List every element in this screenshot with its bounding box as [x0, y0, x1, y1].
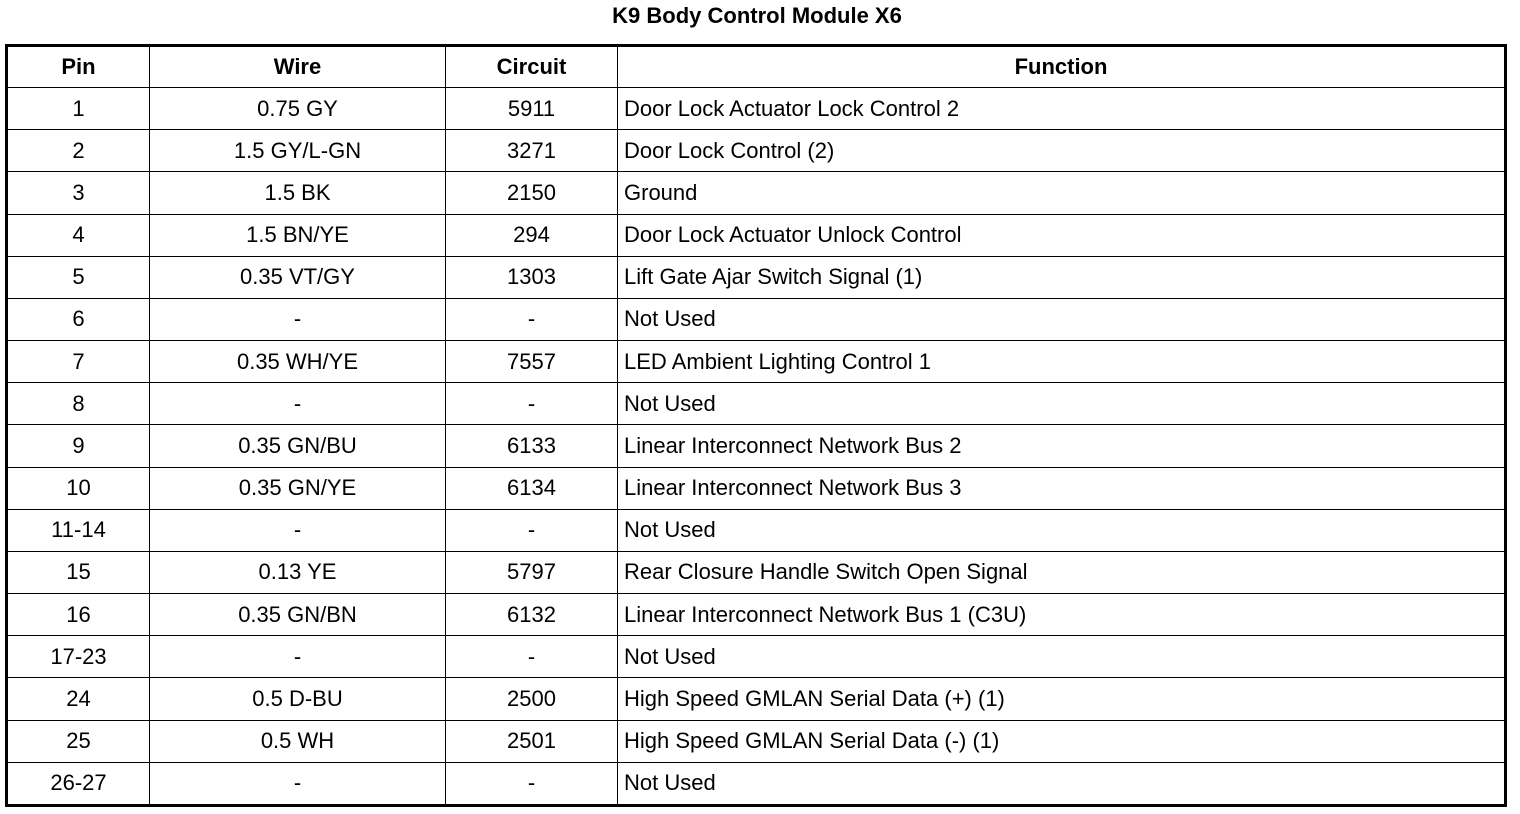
function-cell: Door Lock Actuator Unlock Control: [618, 214, 1506, 256]
circuit-cell: -: [446, 298, 618, 340]
wire-cell: 0.35 GN/BU: [150, 425, 446, 467]
wire-cell: 0.13 YE: [150, 551, 446, 593]
pin-cell: 10: [7, 467, 150, 509]
pin-cell: 11-14: [7, 509, 150, 551]
pin-cell: 6: [7, 298, 150, 340]
pin-cell: 15: [7, 551, 150, 593]
wire-cell: 0.5 WH: [150, 720, 446, 762]
table-row: [7, 214, 1506, 256]
circuit-cell: -: [446, 383, 618, 425]
wire-cell: 1.5 BN/YE: [150, 214, 446, 256]
table-row: [7, 172, 1506, 214]
function-cell: High Speed GMLAN Serial Data (-) (1): [618, 720, 1506, 762]
table-row: [7, 425, 1506, 467]
circuit-cell: -: [446, 509, 618, 551]
circuit-cell: 6132: [446, 594, 618, 636]
function-cell: Linear Interconnect Network Bus 1 (C3U): [618, 594, 1506, 636]
circuit-cell: -: [446, 762, 618, 805]
table-row: [7, 467, 1506, 509]
circuit-cell: 3271: [446, 130, 618, 172]
function-cell: Linear Interconnect Network Bus 2: [618, 425, 1506, 467]
circuit-cell: 2150: [446, 172, 618, 214]
table-row: [7, 341, 1506, 383]
function-cell: Not Used: [618, 383, 1506, 425]
pin-cell: 25: [7, 720, 150, 762]
circuit-cell: 6134: [446, 467, 618, 509]
table-row: [7, 88, 1506, 130]
function-cell: Not Used: [618, 509, 1506, 551]
function-cell: LED Ambient Lighting Control 1: [618, 341, 1506, 383]
circuit-cell: 2500: [446, 678, 618, 720]
circuit-cell: 6133: [446, 425, 618, 467]
table-row: [7, 383, 1506, 425]
pin-cell: 7: [7, 341, 150, 383]
circuit-cell: 1303: [446, 256, 618, 298]
wire-cell: 1.5 BK: [150, 172, 446, 214]
wire-cell: 0.35 GN/BN: [150, 594, 446, 636]
pin-cell: 4: [7, 214, 150, 256]
function-cell: Ground: [618, 172, 1506, 214]
circuit-cell: 5797: [446, 551, 618, 593]
column-header-pin: Pin: [7, 46, 150, 88]
circuit-cell: 2501: [446, 720, 618, 762]
wire-cell: 0.75 GY: [150, 88, 446, 130]
connector-pinout-table: [5, 44, 1507, 807]
wire-cell: -: [150, 298, 446, 340]
wire-cell: 0.35 VT/GY: [150, 256, 446, 298]
pin-cell: 9: [7, 425, 150, 467]
wire-cell: 1.5 GY/L-GN: [150, 130, 446, 172]
table-row: [7, 678, 1506, 720]
pin-cell: 26-27: [7, 762, 150, 805]
function-cell: Rear Closure Handle Switch Open Signal: [618, 551, 1506, 593]
function-cell: High Speed GMLAN Serial Data (+) (1): [618, 678, 1506, 720]
circuit-cell: 294: [446, 214, 618, 256]
pin-cell: 8: [7, 383, 150, 425]
function-cell: Door Lock Actuator Lock Control 2: [618, 88, 1506, 130]
column-header-wire: Wire: [150, 46, 446, 88]
function-cell: Lift Gate Ajar Switch Signal (1): [618, 256, 1506, 298]
table-row: [7, 762, 1506, 805]
function-cell: Not Used: [618, 298, 1506, 340]
wire-cell: 0.35 WH/YE: [150, 341, 446, 383]
function-cell: Not Used: [618, 636, 1506, 678]
function-cell: Not Used: [618, 762, 1506, 805]
page-title: K9 Body Control Module X6: [612, 3, 902, 28]
circuit-cell: 5911: [446, 88, 618, 130]
table-row: [7, 298, 1506, 340]
wire-cell: 0.5 D-BU: [150, 678, 446, 720]
pin-cell: 2: [7, 130, 150, 172]
table-row: [7, 551, 1506, 593]
table-header-row: [7, 46, 1506, 88]
table-row: [7, 594, 1506, 636]
pin-cell: 24: [7, 678, 150, 720]
circuit-cell: 7557: [446, 341, 618, 383]
circuit-cell: -: [446, 636, 618, 678]
pin-cell: 5: [7, 256, 150, 298]
function-cell: Linear Interconnect Network Bus 3: [618, 467, 1506, 509]
wire-cell: 0.35 GN/YE: [150, 467, 446, 509]
pin-cell: 16: [7, 594, 150, 636]
wire-cell: -: [150, 509, 446, 551]
table-row: [7, 636, 1506, 678]
column-header-function: Function: [618, 46, 1506, 88]
pin-cell: 17-23: [7, 636, 150, 678]
pin-cell: 3: [7, 172, 150, 214]
table-row: [7, 509, 1506, 551]
pin-cell: 1: [7, 88, 150, 130]
wire-cell: -: [150, 636, 446, 678]
table-row: [7, 130, 1506, 172]
table-row: [7, 720, 1506, 762]
wire-cell: -: [150, 762, 446, 805]
table-row: [7, 256, 1506, 298]
wire-cell: -: [150, 383, 446, 425]
column-header-circuit: Circuit: [446, 46, 618, 88]
function-cell: Door Lock Control (2): [618, 130, 1506, 172]
